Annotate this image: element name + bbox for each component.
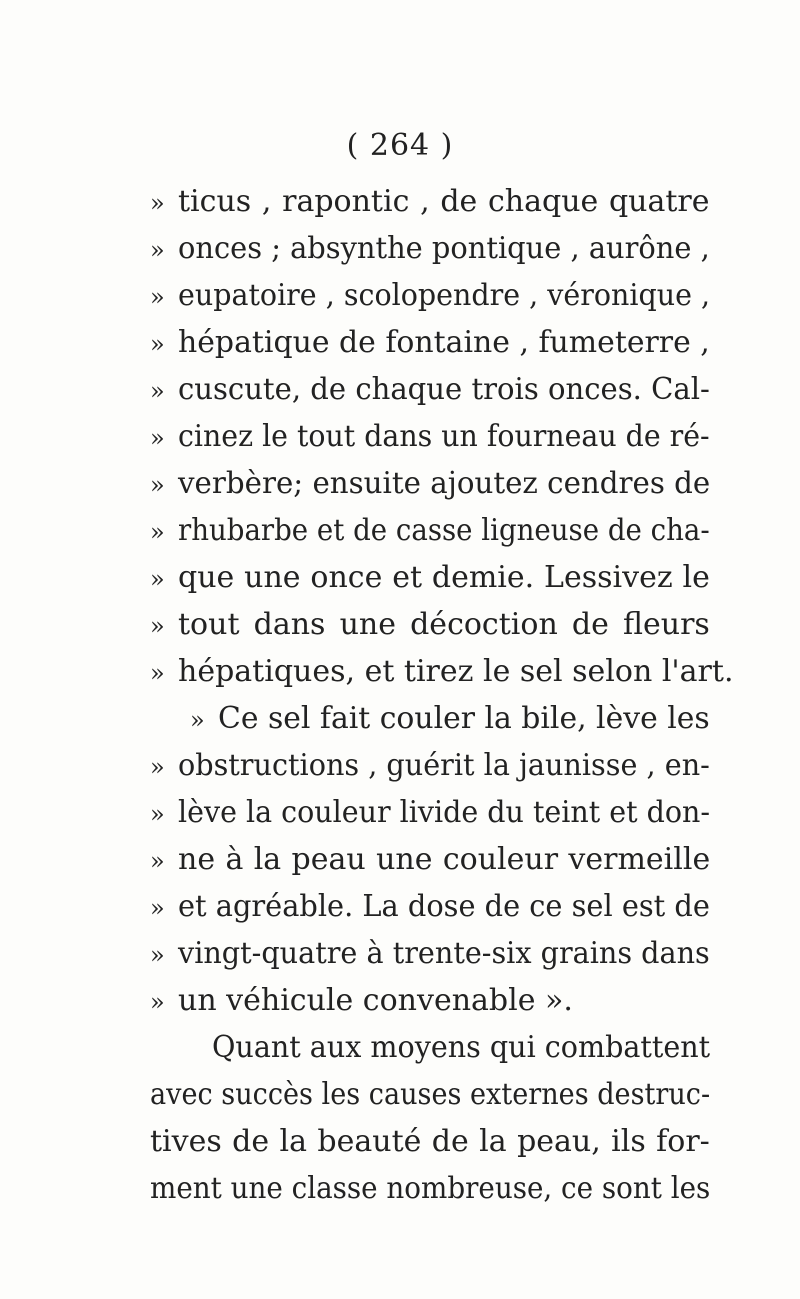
text-line [150, 742, 710, 789]
text-line [150, 507, 710, 554]
quote-mark: » [150, 847, 165, 875]
line-text: hépatique de fontaine , fumeterre , [178, 325, 710, 360]
line-text: cuscute, de chaque trois onces. Cal- [178, 372, 710, 407]
line-text: que une once et demie. Lessivez le [178, 560, 710, 595]
line-text: obstructions , guérit la jaunisse , en- [178, 748, 710, 783]
text-line [150, 460, 710, 507]
line-text: ment une classe nombreuse, ce sont les [150, 1171, 711, 1206]
text-line [150, 977, 710, 1024]
text-line [150, 930, 710, 977]
text-line [150, 789, 710, 836]
line-text: ticus , rapontic , de chaque quatre [178, 184, 710, 219]
line-text: Ce sel fait couler la bile, lève les [218, 701, 710, 736]
quote-mark: » [150, 988, 165, 1016]
text-line [150, 883, 710, 930]
text-line [150, 1165, 710, 1212]
line-text: Quant aux moyens qui combattent [212, 1030, 711, 1065]
quote-mark: » [150, 659, 165, 687]
line-text: un véhicule convenable ». [178, 983, 573, 1018]
line-text: vingt-quatre à trente-six grains dans [178, 936, 710, 971]
quote-mark: » [190, 706, 205, 734]
text-line [150, 1071, 710, 1118]
text-line [150, 601, 710, 648]
quote-mark: » [150, 565, 165, 593]
text-line [150, 648, 734, 695]
quote-mark: » [150, 236, 165, 264]
text-line [150, 178, 710, 225]
body-text [150, 178, 734, 1212]
text-line [150, 366, 710, 413]
quote-mark: » [150, 189, 165, 217]
quote-mark: » [150, 471, 165, 499]
text-line [150, 836, 710, 883]
line-text: tout dans une décoction de fleurs [178, 607, 710, 642]
quote-mark: » [150, 612, 165, 640]
text-line [150, 272, 710, 319]
text-line [150, 1024, 710, 1071]
page-number: ( 264 ) [346, 128, 454, 163]
quote-mark: » [150, 283, 165, 311]
quote-mark: » [150, 941, 165, 969]
quote-mark: » [150, 377, 165, 405]
quote-mark: » [150, 894, 165, 922]
line-text: verbère; ensuite ajoutez cendres de [178, 466, 711, 501]
text-line [150, 554, 710, 601]
text-line [150, 695, 710, 742]
line-text: ne à la peau une couleur vermeille [178, 842, 711, 877]
line-text: eupatoire , scolopendre , véronique , [178, 278, 711, 313]
quote-mark: » [150, 800, 165, 828]
line-text: lève la couleur livide du teint et don- [178, 795, 711, 830]
text-line [150, 319, 710, 366]
line-text: avec succès les causes externes destruc- [150, 1077, 711, 1112]
quote-mark: » [150, 753, 165, 781]
line-text: onces ; absynthe pontique , aurône , [178, 231, 710, 266]
line-text: rhubarbe et de casse ligneuse de cha- [178, 513, 710, 548]
text-line [150, 1118, 710, 1165]
line-text: cinez le tout dans un fourneau de ré- [178, 419, 710, 454]
line-text: et agréable. La dose de ce sel est de [178, 889, 710, 924]
text-line [150, 225, 710, 272]
quote-mark: » [150, 330, 165, 358]
quote-mark: » [150, 518, 165, 546]
quote-mark: » [150, 424, 165, 452]
line-text: tives de la beauté de la peau, ils for- [150, 1124, 710, 1159]
text-line [150, 413, 710, 460]
line-text: hépatiques, et tirez le sel selon l'art. [178, 654, 734, 689]
